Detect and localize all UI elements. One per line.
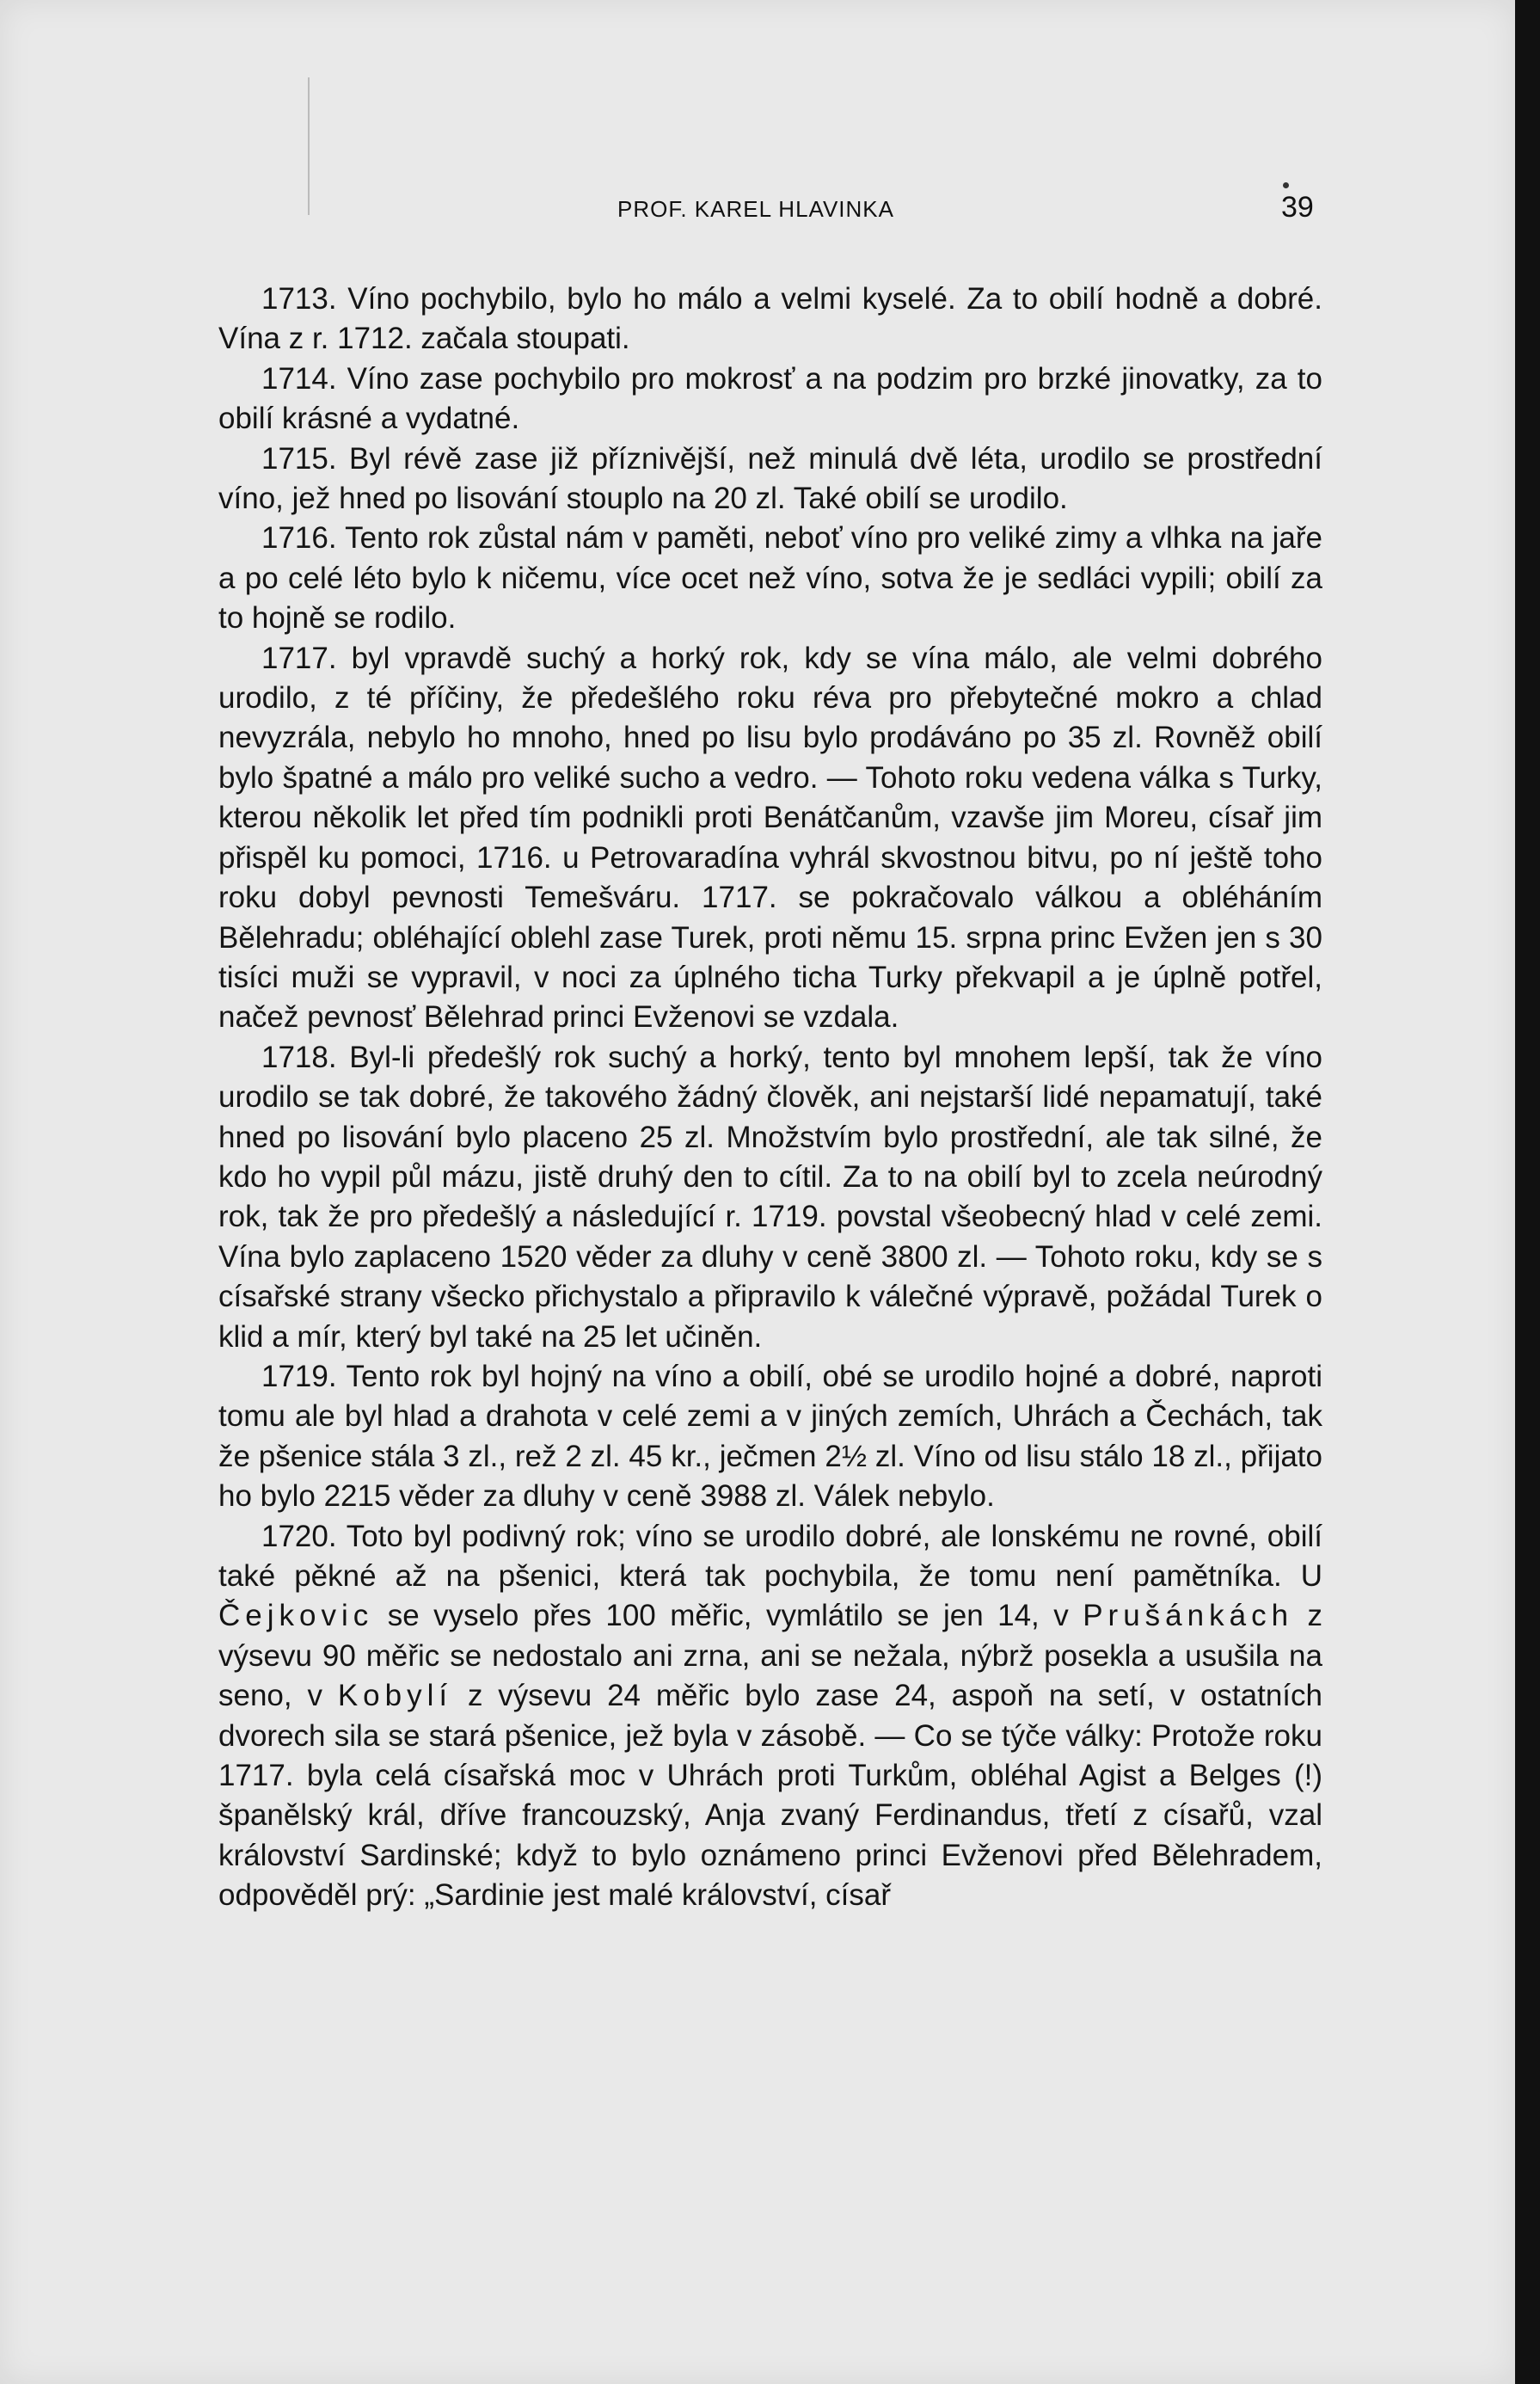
running-head: PROF. KAREL HLAVINKA — [617, 196, 894, 222]
page-body — [218, 280, 1322, 1916]
page-number: 39 — [1281, 191, 1314, 224]
paragraph-1718: 1718. Byl-li předešlý rok suchý a horký, tento byl mnohem lepší, tak že víno urodilo se tak dobré, že takového žádný člověk, ani nejstarší lidé nepamatují, také hned po lisování bylo placeno 25 zl. Množstvím bylo prostřední, ale tak silné, že kdo ho vypil půl mázu, jistě druhý den to cítil. Za to na obilí byl to zcela neúrodný rok, tak že pro předešlý a následující r. 1719. povstal všeobecný hlad v celé zemi. Vína bylo zaplaceno 1520 věder za dluhy v ceně 3800 zl. — Tohoto roku, kdy se s císařské strany všecko přichystalo a připravilo k válečné výpravě, požádal Turek o klid a mír, který byl také na 25 let učiněn. — [218, 1040, 1322, 1354]
place-cejkovice: Čejkovic — [218, 1599, 374, 1633]
page-header — [0, 191, 1515, 230]
scan-edge — [1515, 0, 1540, 2384]
paragraph-1720-part-b: se vyselo přes 100 měřic, vymlátilo se jen 14, v — [373, 1599, 1083, 1633]
place-prusanky: Prušánkách — [1083, 1599, 1294, 1633]
paragraph-1720-part-d: z výsevu 24 měřic bylo zase 24, aspoň na setí, v ostatních dvorech sila se stará pšenice, jež byla v zásobě. — Co se týče války: Protože roku 1717. byla celá císařská moc v Uhrách proti Turkům, obléhal Agist a Belges (!) španělský král, dříve francouzský, Anja zvaný Ferdinandus, třetí z císařů, vzal království Sardinské; když to bylo oznámeno princi Evženovi před Bělehradem, odpověděl prý: „Sardinie jest malé království, císař — [218, 1679, 1322, 1913]
paragraph-1713: 1713. Víno pochybilo, bylo ho málo a velmi kyselé. Za to obilí hodně a dobré. Vína z r. 1712. začala stoupati. — [218, 282, 1322, 356]
ink-dot — [1283, 182, 1289, 188]
paragraph-1715: 1715. Byl révě zase již příznivější, než minulá dvě léta, urodilo se prostřední víno, jež hned po lisování stouplo na 20 zl. Také obilí se urodilo. — [218, 441, 1322, 516]
paragraph-1720-part-a: 1720. Toto byl podivný rok; víno se urodilo dobré, ale lonskému ne rovné, obilí také pěkné až na pšenici, která tak pochybila, že tomu není pamětníka. U — [218, 1519, 1322, 1593]
paragraph-1717: 1717. byl vpravdě suchý a horký rok, kdy se vína málo, ale velmi dobrého urodilo, z té příčiny, že předešlého roku réva pro přebytečné mokro a chlad nevyzrála, nebylo ho mnoho, hned po lisu bylo prodáváno po 35 zl. Rovněž obilí bylo špatné a málo pro veliké sucho a vedro. — Tohoto roku vedena válka s Turky, kterou několik let před tím podnikli proti Benátčanům, vzavše jim Moreu, císař jim přispěl ku pomoci, 1716. u Petrovaradína vyhrál skvostnou bitvu, po ní ještě toho roku dobyl pevnosti Temešváru. 1717. se pokračovalo válkou a obléháním Bělehradu; obléhající oblehl zase Turek, proti němu 15. srpna princ Evžen jen s 30 tisíci muži se vypravil, v noci za úplného ticha Turky překvapil a je úplně potřel, načež pevnosť Bělehrad princi Evženovi se vzdala. — [218, 641, 1322, 1035]
paragraph-1714: 1714. Víno zase pochybilo pro mokrosť a na podzim pro brzké jinovatky, za to obilí krásné a vydatné. — [218, 361, 1322, 436]
place-kobyli: Kobylí — [337, 1679, 453, 1713]
margin-mark — [308, 77, 310, 215]
paragraph-1716: 1716. Tento rok zůstal nám v paměti, neboť víno pro veliké zimy a vlhka na jaře a po celé léto bylo k ničemu, více ocet než víno, sotva že je sedláci vypili; obilí za to hojně se rodilo. — [218, 521, 1322, 636]
paragraph-1720 — [218, 1517, 1322, 1916]
paragraph-1719: 1719. Tento rok byl hojný na víno a obilí, obé se urodilo hojné a dobré, naproti tomu ale byl hlad a drahota v celé zemi a v jiných zemích, Uhrách a Čechách, tak že pšenice stála 3 zl., rež 2 zl. 45 kr., ječmen 2½ zl. Víno od lisu stálo 18 zl., přijato ho bylo 2215 věder za dluhy v ceně 3988 zl. Válek nebylo. — [218, 1359, 1322, 1514]
paragraph-1720-part-c: z výsevu 90 měřic se nedostalo ani zrna, ani se nežala, nýbrž posekla a usušila na seno, v — [218, 1599, 1322, 1713]
